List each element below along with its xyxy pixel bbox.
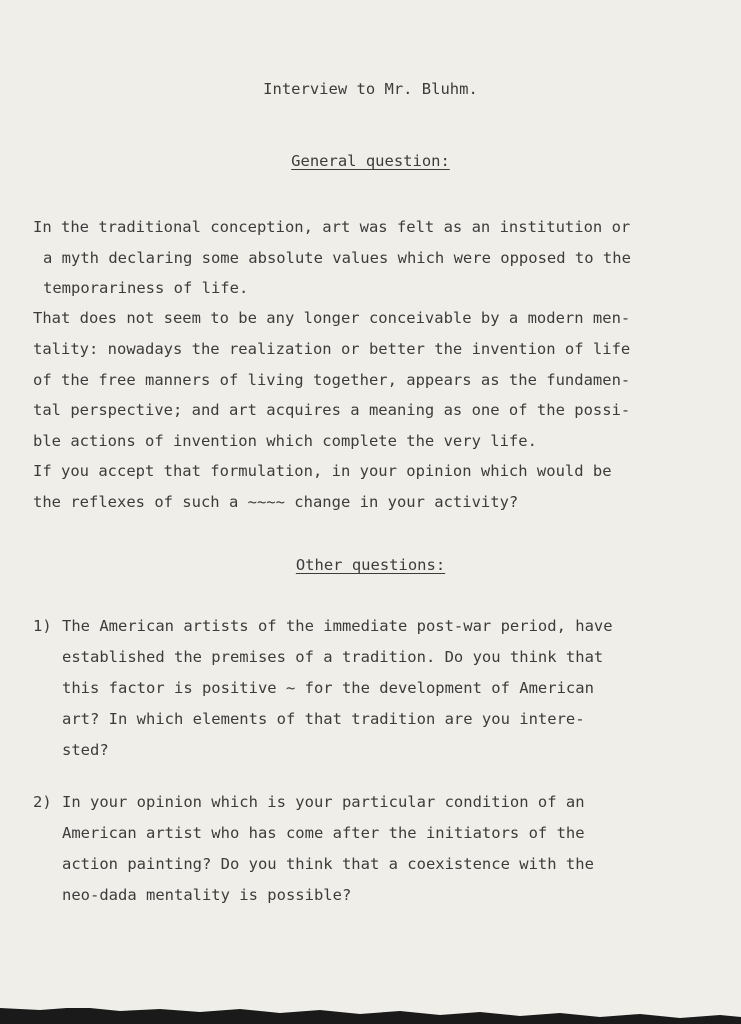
general-paragraph-line: of the free manners of living together, appears as the fundamen- [33, 371, 631, 389]
general-question-heading: General question: [291, 152, 450, 170]
general-paragraph-line: If you accept that formulation, in your opinion which would be [33, 462, 612, 480]
question-1-line: established the premises of a tradition. Do you think that [62, 648, 604, 666]
question-number: 2) [33, 793, 52, 811]
question-2-line: action painting? Do you think that a coexistence with the [62, 855, 594, 873]
general-paragraph-line: the reflexes of such a ~~~~ change in your activity? [33, 493, 519, 511]
other-questions-heading: Other questions: [295, 556, 446, 574]
general-paragraph-line: That does not seem to be any longer conceivable by a modern men- [33, 309, 631, 327]
question-2-line: In your opinion which is your particular condition of an [62, 793, 585, 811]
general-paragraph-line: tal perspective; and art acquires a meaning as one of the possi- [33, 401, 631, 419]
torn-paper-edge [0, 1004, 741, 1024]
general-paragraph-line: temporariness of life. [43, 279, 249, 297]
general-paragraph-line: ble actions of invention which complete the very life. [33, 432, 537, 450]
general-paragraph-line: tality: nowadays the realization or better the invention of life [33, 340, 631, 358]
general-paragraph-line: In the traditional conception, art was felt as an institution or [33, 218, 631, 236]
question-number: 1) [33, 617, 52, 635]
question-2-line: neo-dada mentality is possible? [62, 886, 352, 904]
question-1-line: this factor is positive ~ for the development of American [62, 679, 594, 697]
question-1-line: The American artists of the immediate post-war period, have [62, 617, 613, 635]
general-paragraph-line: a myth declaring some absolute values which were opposed to the [43, 249, 631, 267]
document-title: Interview to Mr. Bluhm. [263, 80, 478, 98]
question-1-line: sted? [62, 741, 109, 759]
question-2-line: American artist who has come after the initiators of the [62, 824, 585, 842]
question-1-line: art? In which elements of that tradition are you intere- [62, 710, 585, 728]
